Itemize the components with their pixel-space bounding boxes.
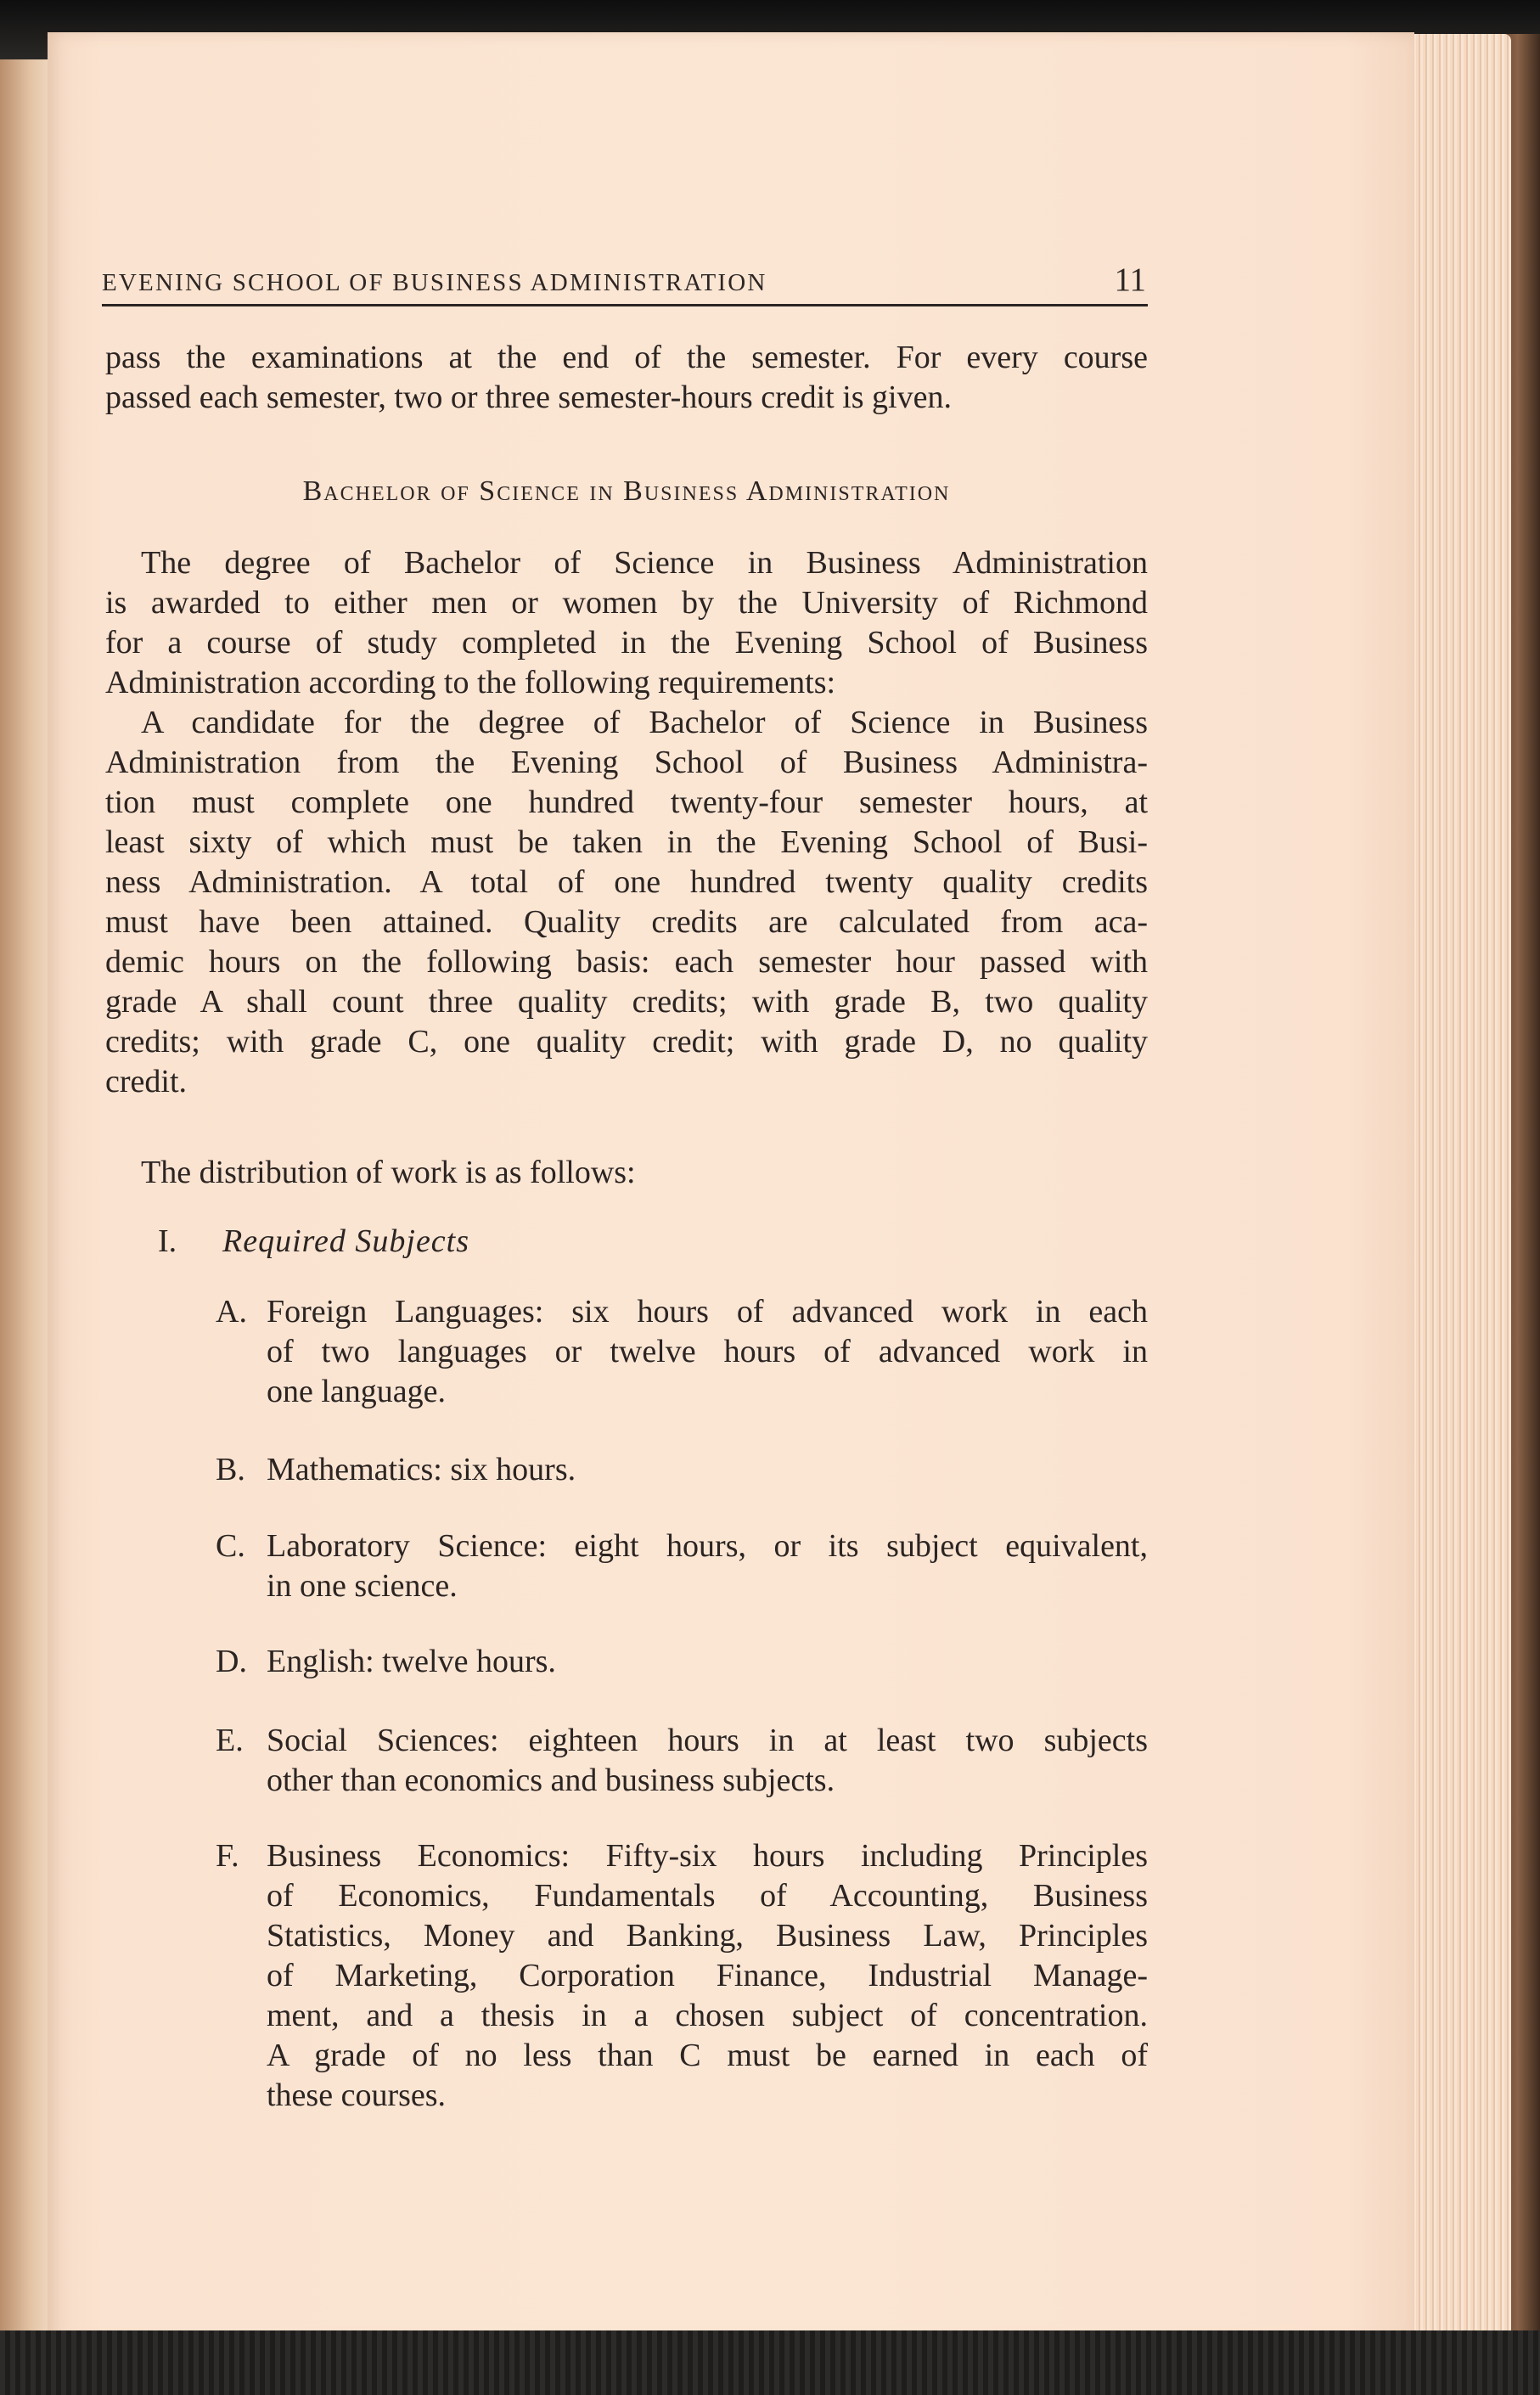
item-letter: E. xyxy=(216,1723,244,1758)
text-line: demic hours on the following basis: each semester hour passed with xyxy=(105,944,1148,980)
required-subjects-heading: Required Subjects xyxy=(222,1223,470,1259)
text-line: pass the examinations at the end of the semester. For every course xyxy=(105,340,1148,375)
text-line: English: twelve hours. xyxy=(267,1644,556,1679)
text-line: least sixty of which must be taken in the Evening School of Busi- xyxy=(105,824,1148,860)
text-line: Laboratory Science: eight hours, or its subject equivalent, xyxy=(267,1528,1148,1564)
distribution-intro xyxy=(105,1153,1148,1193)
item-letter: B. xyxy=(216,1452,245,1487)
text-line: tion must complete one hundred twenty-four semester hours, at xyxy=(105,784,1148,820)
section-heading: Bachelor of Science in Business Administration xyxy=(302,475,951,507)
text-line: other than economics and business subjects. xyxy=(267,1763,835,1798)
text-line: for a course of study completed in the Evening School of Business xyxy=(105,625,1148,661)
text-line: Administration according to the following requirements: xyxy=(105,665,836,700)
item-letter: F. xyxy=(216,1838,239,1874)
requirements-paragraph xyxy=(105,703,1148,1102)
text-line: A grade of no less than C must be earned in each of xyxy=(267,2038,1148,2073)
page-number: 11 xyxy=(1114,261,1146,298)
degree-paragraph xyxy=(105,543,1148,703)
text-line: Foreign Languages: six hours of advanced work in each xyxy=(267,1294,1148,1330)
text-line: passed each semester, two or three semester-hours credit is given. xyxy=(105,379,952,415)
item-letter: D. xyxy=(216,1644,247,1679)
text-line: in one science. xyxy=(267,1568,458,1604)
running-header xyxy=(102,251,1148,306)
text-line: one language. xyxy=(267,1374,447,1409)
text-line: grade A shall count three quality credits; with grade B, two quality xyxy=(105,984,1148,1020)
text-line: of two languages or twelve hours of advanced work in xyxy=(267,1334,1148,1369)
text-line: The distribution of work is as follows: xyxy=(141,1155,636,1190)
text-line: these courses. xyxy=(267,2077,447,2113)
text-line: credit. xyxy=(105,1064,188,1099)
text-line: ness Administration. A total of one hundred twenty quality credits xyxy=(105,864,1148,900)
continuation-paragraph xyxy=(105,338,1148,418)
item-letter: A. xyxy=(216,1294,247,1330)
text-line: The degree of Bachelor of Science in Business Administration xyxy=(141,545,1148,581)
text-line: Administration from the Evening School of Business Administra- xyxy=(105,745,1148,780)
item-letter: C. xyxy=(216,1528,245,1564)
text-line: Social Sciences: eighteen hours in at least two subjects xyxy=(267,1723,1148,1758)
text-line: ment, and a thesis in a chosen subject of concentration. xyxy=(267,1998,1148,2033)
text-line: of Marketing, Corporation Finance, Industrial Manage- xyxy=(267,1958,1148,1993)
text-line: of Economics, Fundamentals of Accounting, Business xyxy=(267,1878,1148,1914)
header-title: EVENING SCHOOL OF BUSINESS ADMINISTRATION xyxy=(102,269,767,296)
text-line: must have been attained. Quality credits are calculated from aca- xyxy=(105,904,1148,940)
list-numeral: I. xyxy=(158,1223,177,1259)
text-line: A candidate for the degree of Bachelor of Science in Business xyxy=(141,705,1148,740)
text-line: is awarded to either men or women by the University of Richmond xyxy=(105,585,1148,621)
page-stack-edge xyxy=(1409,34,1511,2343)
text-line: credits; with grade C, one quality credit; with grade D, no quality xyxy=(105,1024,1148,1060)
text-line: Mathematics: six hours. xyxy=(267,1452,576,1487)
text-line: Statistics, Money and Banking, Business Law, Principles xyxy=(267,1918,1148,1954)
facing-page-edge xyxy=(0,59,51,2343)
text-line: Business Economics: Fifty-six hours including Principles xyxy=(267,1838,1148,1874)
book-binding-bottom xyxy=(0,2330,1540,2395)
